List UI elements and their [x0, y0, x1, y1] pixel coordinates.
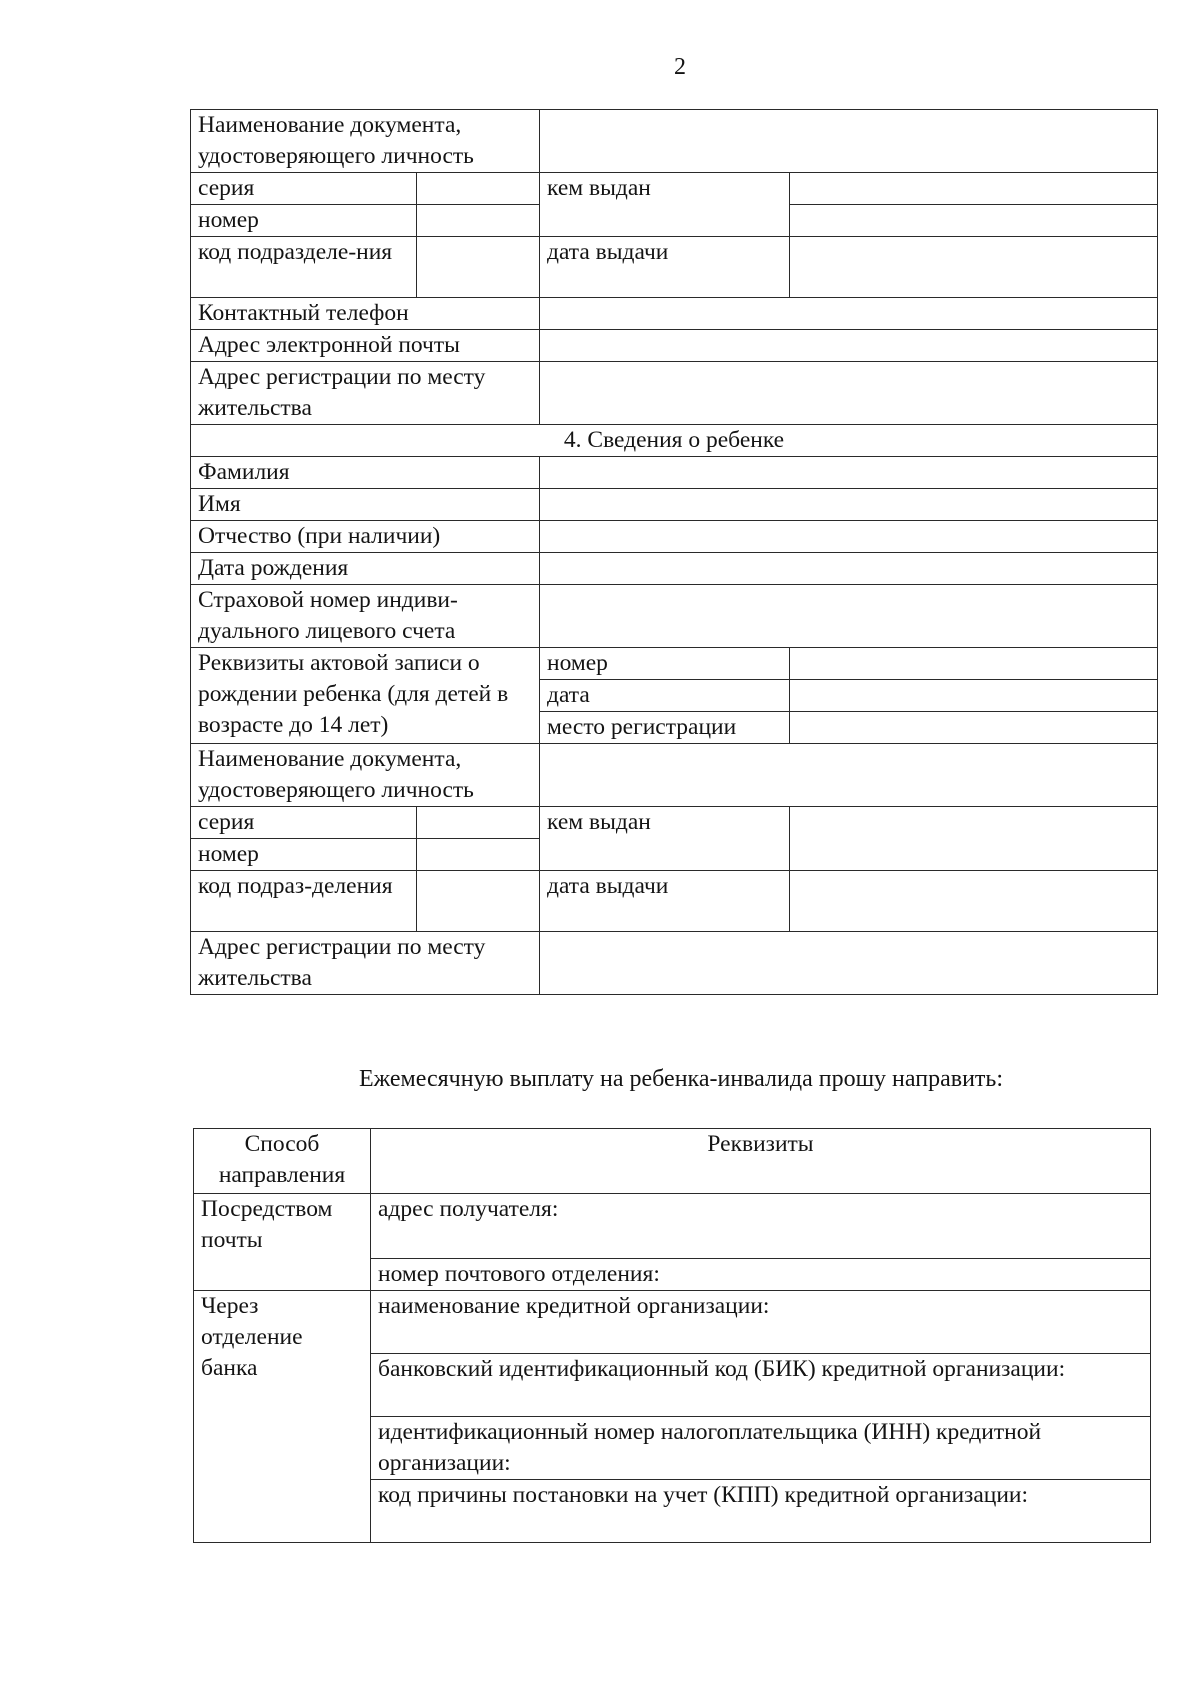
child-number-label: номер	[191, 839, 417, 871]
bik-field[interactable]: банковский идентификационный код (БИК) кредитной организации:	[371, 1354, 1151, 1417]
applicant-child-info-table	[190, 109, 1158, 995]
applicant-doc-name-value[interactable]	[540, 110, 1158, 173]
child-doc-name-value[interactable]	[540, 744, 1158, 807]
child-birth-date-value[interactable]	[540, 553, 1158, 585]
child-name-label: Имя	[191, 489, 540, 521]
child-series-value[interactable]	[417, 807, 540, 839]
applicant-issued-by-value[interactable]	[790, 173, 1158, 205]
applicant-phone-value[interactable]	[540, 298, 1158, 330]
page-number: 2	[674, 54, 686, 80]
child-record-number-label: номер	[540, 648, 790, 680]
child-subdivision-code-value[interactable]	[417, 871, 540, 932]
child-surname-value[interactable]	[540, 457, 1158, 489]
child-number-value[interactable]	[417, 839, 540, 871]
inn-field[interactable]: идентификационный номер налогоплательщика (ИНН) кредитной организации:	[371, 1417, 1151, 1480]
child-series-label: серия	[191, 807, 417, 839]
applicant-series-label: серия	[191, 173, 417, 205]
applicant-subdivision-code-label: код подразделе-ния	[191, 237, 417, 298]
recipient-address-field[interactable]: адрес получателя:	[371, 1194, 1151, 1259]
child-section-title: 4. Сведения о ребенке	[191, 425, 1158, 457]
bank-name-field[interactable]: наименование кредитной организации:	[371, 1291, 1151, 1354]
post-office-field[interactable]: номер почтового отделения:	[371, 1259, 1151, 1291]
child-issued-by-value[interactable]	[790, 807, 1158, 871]
child-birth-date-label: Дата рождения	[191, 553, 540, 585]
child-patronymic-label: Отчество (при наличии)	[191, 521, 540, 553]
child-record-place-label: место регистрации	[540, 712, 790, 744]
child-surname-label: Фамилия	[191, 457, 540, 489]
applicant-issued-by-value-2[interactable]	[790, 205, 1158, 237]
applicant-subdivision-code-value[interactable]	[417, 237, 540, 298]
applicant-number-value[interactable]	[417, 205, 540, 237]
header-method: Способ направления	[194, 1129, 371, 1194]
child-name-value[interactable]	[540, 489, 1158, 521]
child-issue-date-value[interactable]	[790, 871, 1158, 932]
child-issue-date-label: дата выдачи	[540, 871, 790, 932]
applicant-issue-date-label: дата выдачи	[540, 237, 790, 298]
payment-instruction: Ежемесячную выплату на ребенка-инвалида прошу направить:	[358, 1066, 1004, 1092]
mail-method-label: Посредством почты	[194, 1194, 371, 1291]
child-address-value[interactable]	[540, 932, 1158, 995]
applicant-phone-label: Контактный телефон	[191, 298, 540, 330]
child-record-number-value[interactable]	[790, 648, 1158, 680]
child-address-label: Адрес регистрации по месту жительства	[191, 932, 540, 995]
child-birth-record-label: Реквизиты актовой записи о рождении ребенка (для детей в возрасте до 14 лет)	[191, 648, 540, 744]
applicant-issued-by-label: кем выдан	[540, 173, 790, 237]
child-snils-value[interactable]	[540, 585, 1158, 648]
applicant-email-value[interactable]	[540, 330, 1158, 362]
child-record-date-label: дата	[540, 680, 790, 712]
kpp-field[interactable]: код причины постановки на учет (КПП) кредитной организации:	[371, 1480, 1151, 1543]
applicant-email-label: Адрес электронной почты	[191, 330, 540, 362]
child-record-place-value[interactable]	[790, 712, 1158, 744]
bank-method-label: Через отделение банка	[194, 1291, 371, 1543]
payment-method-table	[193, 1128, 1151, 1543]
child-record-date-value[interactable]	[790, 680, 1158, 712]
child-doc-name-label: Наименование документа, удостоверяющего личность	[191, 744, 540, 807]
applicant-address-value[interactable]	[540, 362, 1158, 425]
header-details: Реквизиты	[371, 1129, 1151, 1194]
applicant-address-label: Адрес регистрации по месту жительства	[191, 362, 540, 425]
applicant-number-label: номер	[191, 205, 417, 237]
child-subdivision-code-label: код подраз-деления	[191, 871, 417, 932]
child-snils-label: Страховой номер индиви-дуального лицевого счета	[191, 585, 540, 648]
child-patronymic-value[interactable]	[540, 521, 1158, 553]
applicant-issue-date-value[interactable]	[790, 237, 1158, 298]
applicant-series-value[interactable]	[417, 173, 540, 205]
child-issued-by-label: кем выдан	[540, 807, 790, 871]
applicant-doc-name-label: Наименование документа, удостоверяющего личность	[191, 110, 540, 173]
